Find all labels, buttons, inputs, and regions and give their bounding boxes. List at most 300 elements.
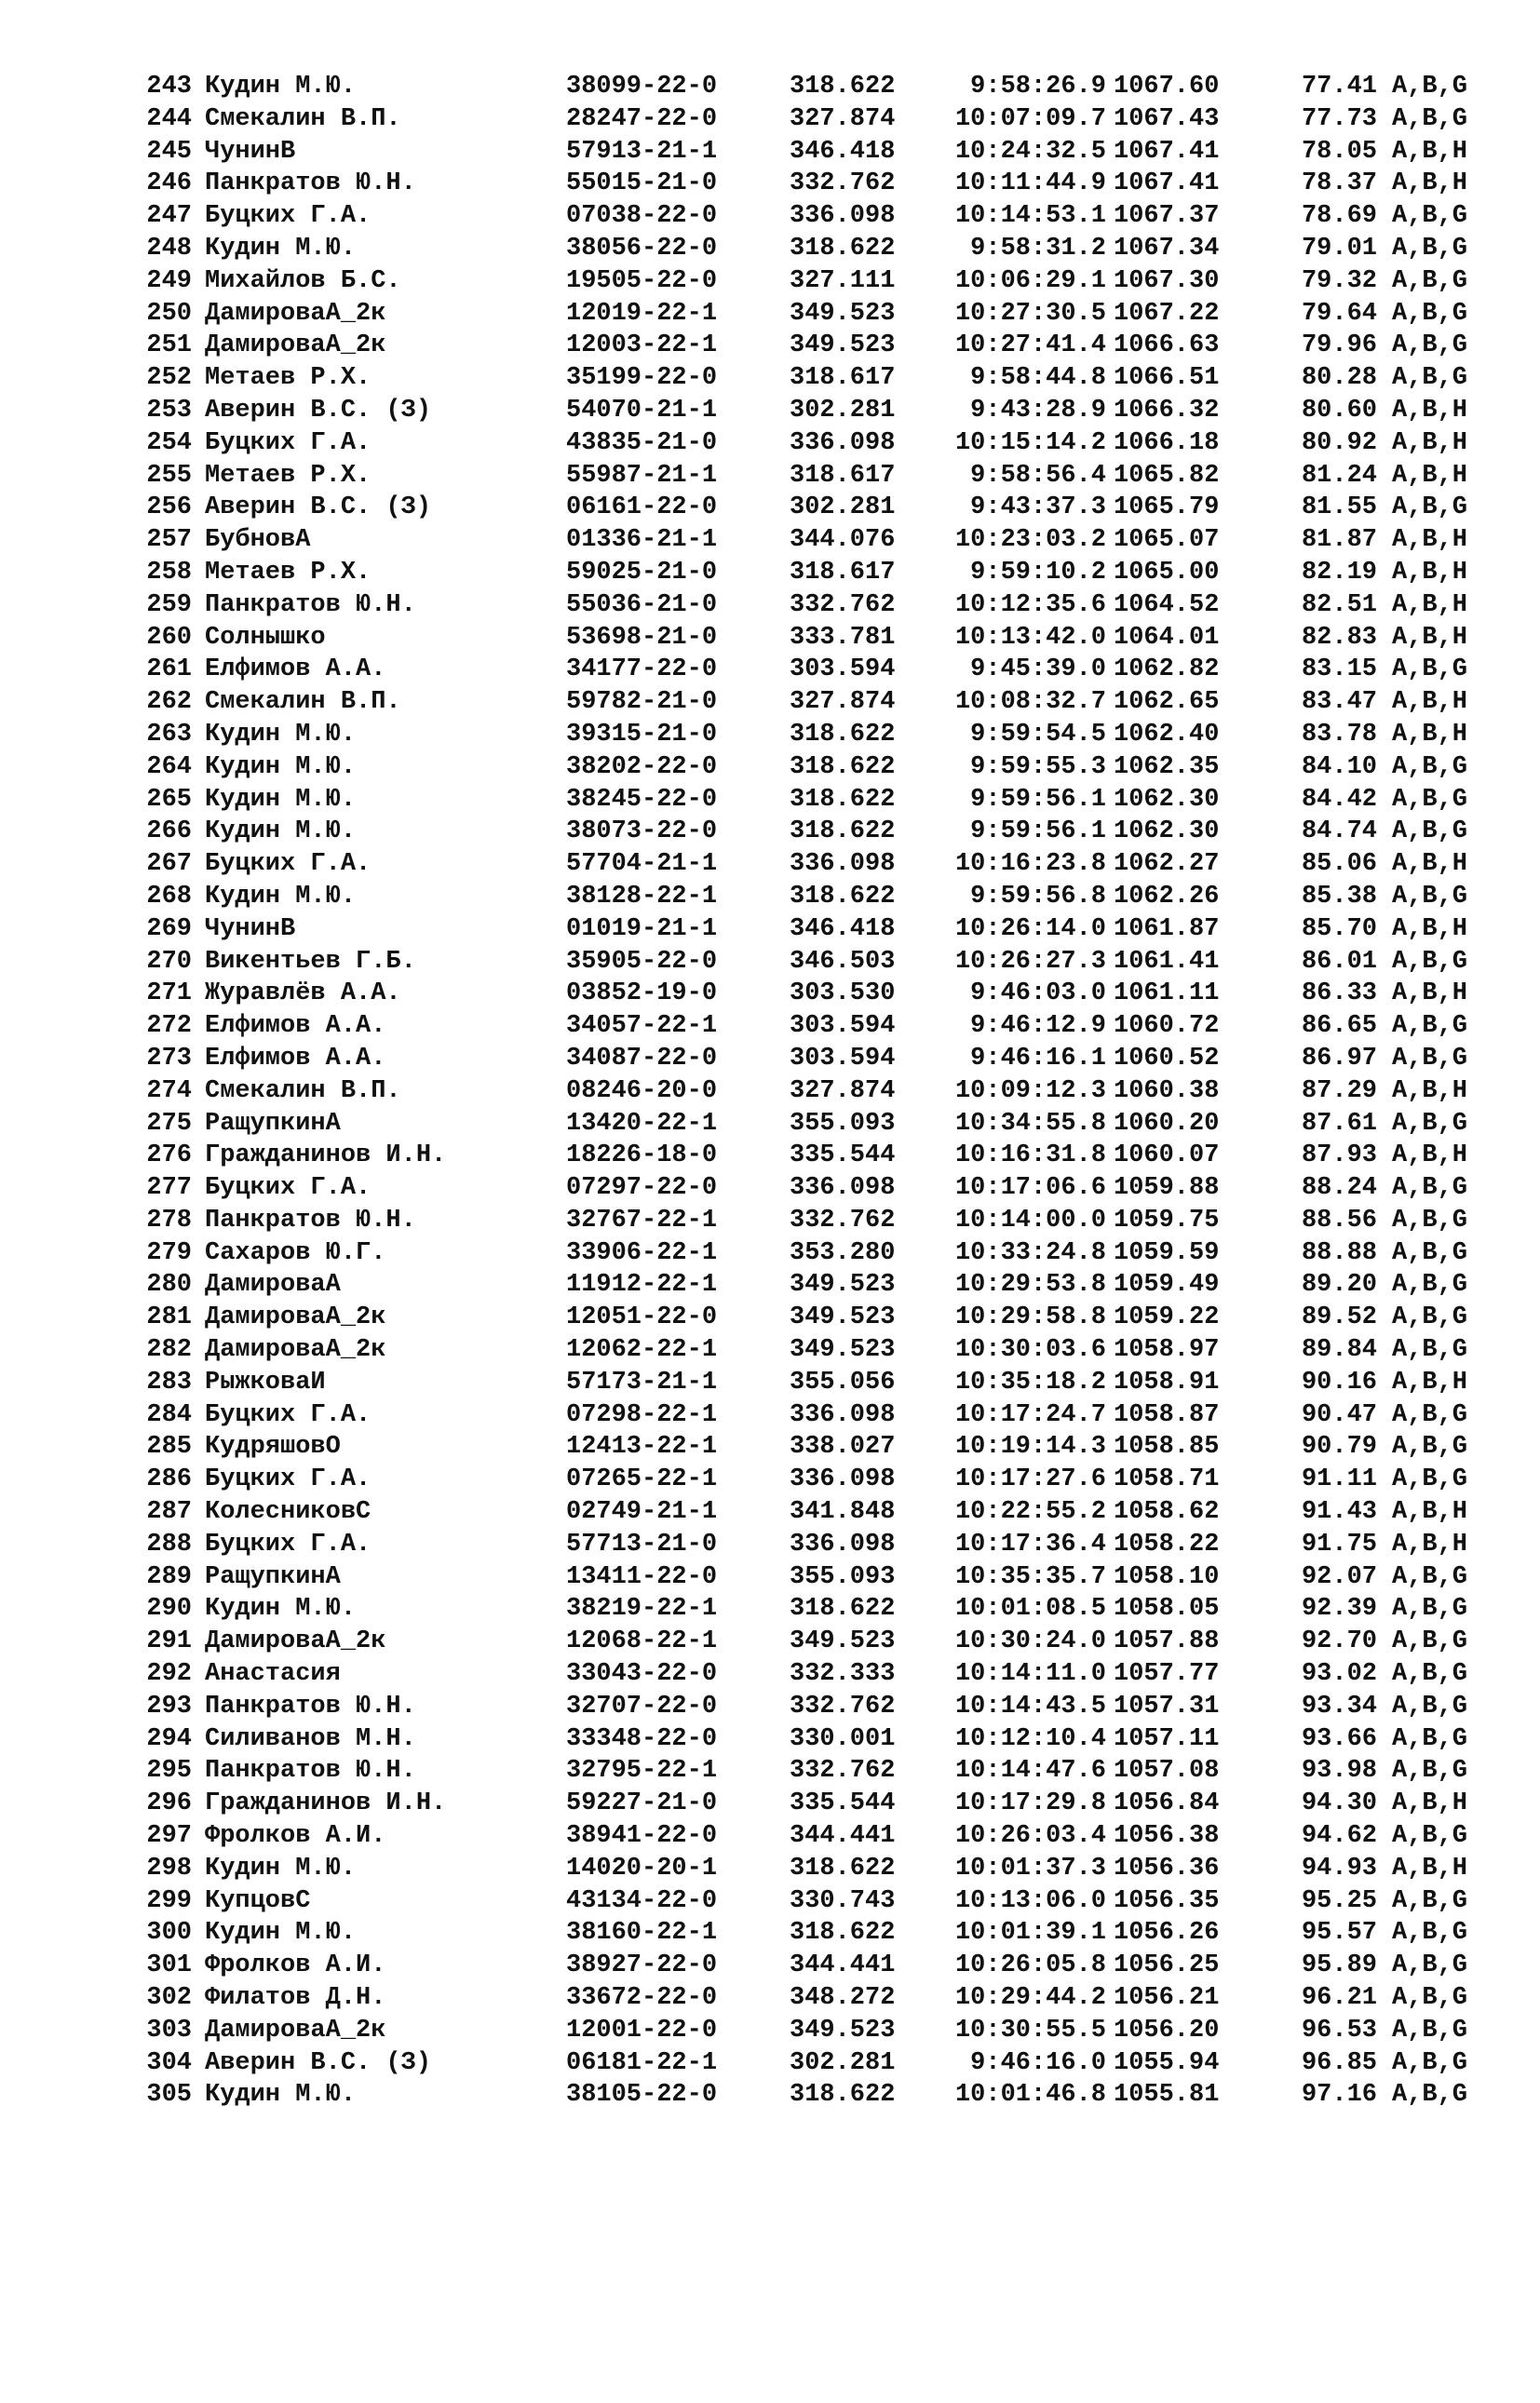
groups-cell: A,B,G	[1392, 1109, 1468, 1138]
distance-cell: 303.530	[790, 979, 896, 1008]
coefficient-cell: 94.62	[1301, 1822, 1377, 1851]
groups-cell: A,B,H	[1392, 688, 1468, 717]
distance-cell: 318.622	[790, 1854, 896, 1883]
table-row	[136, 395, 1468, 427]
table-row	[136, 816, 1468, 848]
arrival-time-cell: 10:29:44.2	[954, 1984, 1106, 2013]
coefficient-cell: 91.11	[1301, 1465, 1377, 1494]
speed-cell: 1060.52	[1114, 1044, 1220, 1073]
groups-cell: A,B,G	[1392, 104, 1468, 133]
groups-cell: A,B,G	[1392, 1822, 1468, 1851]
distance-cell: 327.874	[790, 688, 896, 717]
speed-cell: 1060.20	[1114, 1109, 1220, 1138]
arrival-time-cell: 10:07:09.7	[954, 104, 1106, 133]
distance-cell: 327.874	[790, 1076, 896, 1105]
distance-cell: 336.098	[790, 1174, 896, 1203]
fancier-name-cell: ДамироваА_2к	[205, 1627, 386, 1656]
groups-cell: A,B,G	[1392, 1595, 1468, 1624]
distance-cell: 332.333	[790, 1660, 896, 1689]
ring-number-cell: 34177-22-0	[566, 655, 718, 684]
place-cell: 303	[146, 2016, 192, 2045]
coefficient-cell: 79.01	[1301, 234, 1377, 263]
ring-number-cell: 12051-22-0	[566, 1303, 718, 1332]
place-cell: 281	[146, 1303, 192, 1332]
table-row	[136, 589, 1468, 622]
ring-number-cell: 53698-21-0	[566, 623, 718, 652]
coefficient-cell: 79.64	[1301, 299, 1377, 328]
distance-cell: 330.743	[790, 1886, 896, 1915]
place-cell: 270	[146, 947, 192, 976]
table-row	[136, 2079, 1468, 2112]
speed-cell: 1061.41	[1114, 947, 1220, 976]
speed-cell: 1056.20	[1114, 2016, 1220, 2045]
arrival-time-cell: 9:46:16.0	[970, 2048, 1106, 2077]
speed-cell: 1058.85	[1114, 1433, 1220, 1462]
speed-cell: 1062.82	[1114, 655, 1220, 684]
speed-cell: 1066.63	[1114, 331, 1220, 360]
arrival-time-cell: 10:14:11.0	[954, 1660, 1106, 1689]
groups-cell: A,B,G	[1392, 364, 1468, 393]
speed-cell: 1062.35	[1114, 752, 1220, 781]
groups-cell: A,B,G	[1392, 752, 1468, 781]
distance-cell: 318.622	[790, 1595, 896, 1624]
distance-cell: 318.622	[790, 720, 896, 749]
arrival-time-cell: 10:33:24.8	[954, 1238, 1106, 1267]
distance-cell: 302.281	[790, 2048, 896, 2077]
speed-cell: 1056.38	[1114, 1822, 1220, 1851]
coefficient-cell: 87.93	[1301, 1141, 1377, 1170]
speed-cell: 1058.62	[1114, 1498, 1220, 1527]
coefficient-cell: 85.06	[1301, 850, 1377, 879]
arrival-time-cell: 10:17:29.8	[954, 1789, 1106, 1818]
speed-cell: 1065.79	[1114, 493, 1220, 522]
place-cell: 256	[146, 493, 192, 522]
fancier-name-cell: ЧунинВ	[205, 137, 296, 166]
coefficient-cell: 87.61	[1301, 1109, 1377, 1138]
coefficient-cell: 78.05	[1301, 137, 1377, 166]
ring-number-cell: 43134-22-0	[566, 1886, 718, 1915]
distance-cell: 348.272	[790, 1984, 896, 2013]
ring-number-cell: 54070-21-1	[566, 396, 718, 425]
speed-cell: 1066.32	[1114, 396, 1220, 425]
fancier-name-cell: Кудин М.Ю.	[205, 1854, 357, 1883]
groups-cell: A,B,G	[1392, 1271, 1468, 1300]
table-row	[136, 946, 1468, 979]
speed-cell: 1065.07	[1114, 526, 1220, 555]
speed-cell: 1062.65	[1114, 688, 1220, 717]
fancier-name-cell: ДамироваА	[205, 1271, 341, 1300]
fancier-name-cell: Смекалин В.П.	[205, 104, 401, 133]
distance-cell: 327.111	[790, 266, 896, 295]
place-cell: 298	[146, 1854, 192, 1883]
speed-cell: 1067.41	[1114, 137, 1220, 166]
distance-cell: 318.622	[790, 1919, 896, 1948]
distance-cell: 318.622	[790, 785, 896, 814]
table-row	[136, 1075, 1468, 1108]
fancier-name-cell: Буцких Г.А.	[205, 202, 371, 231]
coefficient-cell: 92.70	[1301, 1627, 1377, 1656]
groups-cell: A,B,H	[1392, 137, 1468, 166]
place-cell: 297	[146, 1822, 192, 1851]
table-row	[136, 1334, 1468, 1367]
distance-cell: 302.281	[790, 396, 896, 425]
place-cell: 250	[146, 299, 192, 328]
place-cell: 253	[146, 396, 192, 425]
speed-cell: 1062.26	[1114, 882, 1220, 911]
groups-cell: A,B,G	[1392, 1206, 1468, 1235]
groups-cell: A,B,G	[1392, 1627, 1468, 1656]
coefficient-cell: 87.29	[1301, 1076, 1377, 1105]
coefficient-cell: 82.83	[1301, 623, 1377, 652]
distance-cell: 355.093	[790, 1109, 896, 1138]
coefficient-cell: 97.16	[1301, 2081, 1377, 2110]
ring-number-cell: 59782-21-0	[566, 688, 718, 717]
ring-number-cell: 38927-22-0	[566, 1951, 718, 1980]
place-cell: 257	[146, 526, 192, 555]
table-row	[136, 1399, 1468, 1432]
coefficient-cell: 79.96	[1301, 331, 1377, 360]
place-cell: 287	[146, 1498, 192, 1527]
place-cell: 291	[146, 1627, 192, 1656]
groups-cell: A,B,G	[1392, 785, 1468, 814]
table-row	[136, 168, 1468, 200]
speed-cell: 1062.27	[1114, 850, 1220, 879]
ring-number-cell: 12001-22-0	[566, 2016, 718, 2045]
place-cell: 246	[146, 169, 192, 198]
coefficient-cell: 96.53	[1301, 2016, 1377, 2045]
arrival-time-cell: 10:09:12.3	[954, 1076, 1106, 1105]
table-row	[136, 1140, 1468, 1172]
fancier-name-cell: Кудин М.Ю.	[205, 2081, 357, 2110]
speed-cell: 1056.21	[1114, 1984, 1220, 2013]
results-table	[136, 71, 1468, 2112]
arrival-time-cell: 10:24:32.5	[954, 137, 1106, 166]
groups-cell: A,B,G	[1392, 1400, 1468, 1429]
place-cell: 269	[146, 914, 192, 943]
distance-cell: 303.594	[790, 655, 896, 684]
fancier-name-cell: Михайлов Б.С.	[205, 266, 401, 295]
coefficient-cell: 80.60	[1301, 396, 1377, 425]
fancier-name-cell: КудряшовО	[205, 1433, 341, 1462]
coefficient-cell: 84.74	[1301, 817, 1377, 846]
fancier-name-cell: ДамироваА_2к	[205, 2016, 386, 2045]
coefficient-cell: 88.88	[1301, 1238, 1377, 1267]
coefficient-cell: 80.92	[1301, 428, 1377, 457]
place-cell: 262	[146, 688, 192, 717]
groups-cell: A,B,G	[1392, 1174, 1468, 1203]
arrival-time-cell: 10:23:03.2	[954, 526, 1106, 555]
groups-cell: A,B,G	[1392, 1044, 1468, 1073]
coefficient-cell: 82.51	[1301, 590, 1377, 619]
place-cell: 245	[146, 137, 192, 166]
ring-number-cell: 28247-22-0	[566, 104, 718, 133]
speed-cell: 1057.77	[1114, 1660, 1220, 1689]
ring-number-cell: 33672-22-0	[566, 1984, 718, 2013]
arrival-time-cell: 10:12:10.4	[954, 1724, 1106, 1753]
coefficient-cell: 90.16	[1301, 1368, 1377, 1397]
distance-cell: 349.523	[790, 331, 896, 360]
arrival-time-cell: 10:17:24.7	[954, 1400, 1106, 1429]
arrival-time-cell: 10:01:46.8	[954, 2081, 1106, 2110]
fancier-name-cell: Буцких Г.А.	[205, 850, 371, 879]
fancier-name-cell: Кудин М.Ю.	[205, 720, 357, 749]
distance-cell: 349.523	[790, 1271, 896, 1300]
coefficient-cell: 92.39	[1301, 1595, 1377, 1624]
speed-cell: 1065.82	[1114, 461, 1220, 490]
ring-number-cell: 12062-22-1	[566, 1336, 718, 1365]
table-row	[136, 751, 1468, 784]
arrival-time-cell: 10:29:53.8	[954, 1271, 1106, 1300]
distance-cell: 335.544	[790, 1141, 896, 1170]
fancier-name-cell: Гражданинов И.Н.	[205, 1789, 447, 1818]
table-row	[136, 1237, 1468, 1270]
groups-cell: A,B,G	[1392, 882, 1468, 911]
arrival-time-cell: 9:59:55.3	[970, 752, 1106, 781]
ring-number-cell: 13420-22-1	[566, 1109, 718, 1138]
arrival-time-cell: 10:14:47.6	[954, 1757, 1106, 1786]
arrival-time-cell: 9:46:12.9	[970, 1012, 1106, 1041]
distance-cell: 336.098	[790, 1400, 896, 1429]
fancier-name-cell: Буцких Г.А.	[205, 428, 371, 457]
fancier-name-cell: Аверин В.С. (З)	[205, 493, 432, 522]
table-row	[136, 1561, 1468, 1594]
coefficient-cell: 83.78	[1301, 720, 1377, 749]
place-cell: 300	[146, 1919, 192, 1948]
distance-cell: 336.098	[790, 1530, 896, 1559]
ring-number-cell: 19505-22-0	[566, 266, 718, 295]
groups-cell: A,B,G	[1392, 1303, 1468, 1332]
speed-cell: 1058.05	[1114, 1595, 1220, 1624]
arrival-time-cell: 10:26:27.3	[954, 947, 1106, 976]
speed-cell: 1055.81	[1114, 2081, 1220, 2110]
place-cell: 302	[146, 1984, 192, 2013]
groups-cell: A,B,G	[1392, 1757, 1468, 1786]
coefficient-cell: 94.93	[1301, 1854, 1377, 1883]
fancier-name-cell: КолесниковС	[205, 1498, 371, 1527]
place-cell: 268	[146, 882, 192, 911]
fancier-name-cell: Кудин М.Ю.	[205, 1595, 357, 1624]
arrival-time-cell: 9:59:56.1	[970, 817, 1106, 846]
groups-cell: A,B,H	[1392, 1854, 1468, 1883]
speed-cell: 1067.60	[1114, 73, 1220, 101]
fancier-name-cell: Викентьев Г.Б.	[205, 947, 416, 976]
groups-cell: A,B,G	[1392, 1951, 1468, 1980]
speed-cell: 1056.84	[1114, 1789, 1220, 1818]
groups-cell: A,B,G	[1392, 266, 1468, 295]
arrival-time-cell: 9:59:10.2	[970, 558, 1106, 587]
table-row	[136, 848, 1468, 881]
speed-cell: 1059.88	[1114, 1174, 1220, 1203]
ring-number-cell: 38219-22-1	[566, 1595, 718, 1624]
table-row	[136, 978, 1468, 1010]
table-row	[136, 362, 1468, 395]
coefficient-cell: 89.52	[1301, 1303, 1377, 1332]
fancier-name-cell: Елфимов А.А.	[205, 1012, 386, 1041]
fancier-name-cell: Аверин В.С. (З)	[205, 2048, 432, 2077]
fancier-name-cell: Кудин М.Ю.	[205, 73, 357, 101]
arrival-time-cell: 10:16:31.8	[954, 1141, 1106, 1170]
ring-number-cell: 38105-22-0	[566, 2081, 718, 2110]
table-row	[136, 784, 1468, 817]
ring-number-cell: 32795-22-1	[566, 1757, 718, 1786]
place-cell: 265	[146, 785, 192, 814]
fancier-name-cell: Кудин М.Ю.	[205, 882, 357, 911]
ring-number-cell: 11912-22-1	[566, 1271, 718, 1300]
table-row	[136, 1885, 1468, 1918]
place-cell: 243	[146, 73, 192, 101]
speed-cell: 1057.88	[1114, 1627, 1220, 1656]
arrival-time-cell: 10:35:35.7	[954, 1562, 1106, 1591]
arrival-time-cell: 10:13:42.0	[954, 623, 1106, 652]
coefficient-cell: 93.98	[1301, 1757, 1377, 1786]
arrival-time-cell: 10:29:58.8	[954, 1303, 1106, 1332]
place-cell: 259	[146, 590, 192, 619]
table-row	[136, 427, 1468, 460]
table-row	[136, 1950, 1468, 1982]
table-row	[136, 460, 1468, 493]
table-row	[136, 1723, 1468, 1756]
speed-cell: 1067.41	[1114, 169, 1220, 198]
arrival-time-cell: 10:14:53.1	[954, 202, 1106, 231]
arrival-time-cell: 10:19:14.3	[954, 1433, 1106, 1462]
ring-number-cell: 03852-19-0	[566, 979, 718, 1008]
ring-number-cell: 57713-21-0	[566, 1530, 718, 1559]
groups-cell: A,B,G	[1392, 1012, 1468, 1041]
groups-cell: A,B,H	[1392, 461, 1468, 490]
arrival-time-cell: 10:34:55.8	[954, 1109, 1106, 1138]
ring-number-cell: 12413-22-1	[566, 1433, 718, 1462]
place-cell: 293	[146, 1692, 192, 1721]
distance-cell: 318.622	[790, 882, 896, 911]
ring-number-cell: 01336-21-1	[566, 526, 718, 555]
place-cell: 279	[146, 1238, 192, 1267]
ring-number-cell: 57913-21-1	[566, 137, 718, 166]
speed-cell: 1059.75	[1114, 1206, 1220, 1235]
ring-number-cell: 13411-22-0	[566, 1562, 718, 1591]
groups-cell: A,B,G	[1392, 331, 1468, 360]
arrival-time-cell: 10:12:35.6	[954, 590, 1106, 619]
place-cell: 252	[146, 364, 192, 393]
ring-number-cell: 34087-22-0	[566, 1044, 718, 1073]
ring-number-cell: 38941-22-0	[566, 1822, 718, 1851]
ring-number-cell: 07297-22-0	[566, 1174, 718, 1203]
place-cell: 304	[146, 2048, 192, 2077]
table-row	[136, 1755, 1468, 1788]
place-cell: 283	[146, 1368, 192, 1397]
place-cell: 260	[146, 623, 192, 652]
place-cell: 301	[146, 1951, 192, 1980]
place-cell: 254	[146, 428, 192, 457]
distance-cell: 346.503	[790, 947, 896, 976]
distance-cell: 349.523	[790, 2016, 896, 2045]
coefficient-cell: 79.32	[1301, 266, 1377, 295]
ring-number-cell: 06161-22-0	[566, 493, 718, 522]
coefficient-cell: 92.07	[1301, 1562, 1377, 1591]
place-cell: 272	[146, 1012, 192, 1041]
ring-number-cell: 08246-20-0	[566, 1076, 718, 1105]
table-row	[136, 71, 1468, 103]
place-cell: 299	[146, 1886, 192, 1915]
coefficient-cell: 90.79	[1301, 1433, 1377, 1462]
groups-cell: A,B,H	[1392, 1076, 1468, 1105]
ring-number-cell: 33906-22-1	[566, 1238, 718, 1267]
distance-cell: 349.523	[790, 1303, 896, 1332]
fancier-name-cell: Буцких Г.А.	[205, 1530, 371, 1559]
groups-cell: A,B,G	[1392, 1724, 1468, 1753]
distance-cell: 332.762	[790, 1692, 896, 1721]
table-row	[136, 1043, 1468, 1075]
fancier-name-cell: Фролков А.И.	[205, 1951, 386, 1980]
groups-cell: A,B,G	[1392, 947, 1468, 976]
groups-cell: A,B,H	[1392, 1789, 1468, 1818]
arrival-time-cell: 10:01:39.1	[954, 1919, 1106, 1948]
fancier-name-cell: Кудин М.Ю.	[205, 1919, 357, 1948]
groups-cell: A,B,G	[1392, 2016, 1468, 2045]
groups-cell: A,B,H	[1392, 850, 1468, 879]
fancier-name-cell: Журавлёв А.А.	[205, 979, 401, 1008]
arrival-time-cell: 10:35:18.2	[954, 1368, 1106, 1397]
distance-cell: 346.418	[790, 137, 896, 166]
coefficient-cell: 93.02	[1301, 1660, 1377, 1689]
coefficient-cell: 93.66	[1301, 1724, 1377, 1753]
coefficient-cell: 80.28	[1301, 364, 1377, 393]
distance-cell: 332.762	[790, 169, 896, 198]
table-row	[136, 1820, 1468, 1853]
table-row	[136, 103, 1468, 136]
arrival-time-cell: 9:58:31.2	[970, 234, 1106, 263]
ring-number-cell: 59227-21-0	[566, 1789, 718, 1818]
place-cell: 273	[146, 1044, 192, 1073]
distance-cell: 346.418	[790, 914, 896, 943]
fancier-name-cell: Филатов Д.Н.	[205, 1984, 386, 2013]
ring-number-cell: 38128-22-1	[566, 882, 718, 911]
table-row	[136, 2047, 1468, 2080]
speed-cell: 1060.72	[1114, 1012, 1220, 1041]
ring-number-cell: 39315-21-0	[566, 720, 718, 749]
groups-cell: A,B,H	[1392, 720, 1468, 749]
table-row	[136, 1302, 1468, 1334]
place-cell: 286	[146, 1465, 192, 1494]
fancier-name-cell: Сахаров Ю.Г.	[205, 1238, 386, 1267]
speed-cell: 1061.11	[1114, 979, 1220, 1008]
place-cell: 249	[146, 266, 192, 295]
table-row	[136, 2015, 1468, 2047]
arrival-time-cell: 10:13:06.0	[954, 1886, 1106, 1915]
arrival-time-cell: 10:27:41.4	[954, 331, 1106, 360]
groups-cell: A,B,H	[1392, 979, 1468, 1008]
ring-number-cell: 02749-21-1	[566, 1498, 718, 1527]
distance-cell: 318.622	[790, 234, 896, 263]
place-cell: 278	[146, 1206, 192, 1235]
place-cell: 292	[146, 1660, 192, 1689]
coefficient-cell: 86.33	[1301, 979, 1377, 1008]
speed-cell: 1064.52	[1114, 590, 1220, 619]
arrival-time-cell: 10:30:03.6	[954, 1336, 1106, 1365]
table-row	[136, 1431, 1468, 1464]
distance-cell: 318.622	[790, 73, 896, 101]
arrival-time-cell: 10:17:36.4	[954, 1530, 1106, 1559]
table-row	[136, 881, 1468, 913]
arrival-time-cell: 9:59:54.5	[970, 720, 1106, 749]
place-cell: 295	[146, 1757, 192, 1786]
coefficient-cell: 94.30	[1301, 1789, 1377, 1818]
coefficient-cell: 77.41	[1301, 73, 1377, 101]
coefficient-cell: 88.56	[1301, 1206, 1377, 1235]
distance-cell: 332.762	[790, 1206, 896, 1235]
fancier-name-cell: Панкратов Ю.Н.	[205, 1692, 416, 1721]
arrival-time-cell: 10:17:06.6	[954, 1174, 1106, 1203]
arrival-time-cell: 10:01:08.5	[954, 1595, 1106, 1624]
